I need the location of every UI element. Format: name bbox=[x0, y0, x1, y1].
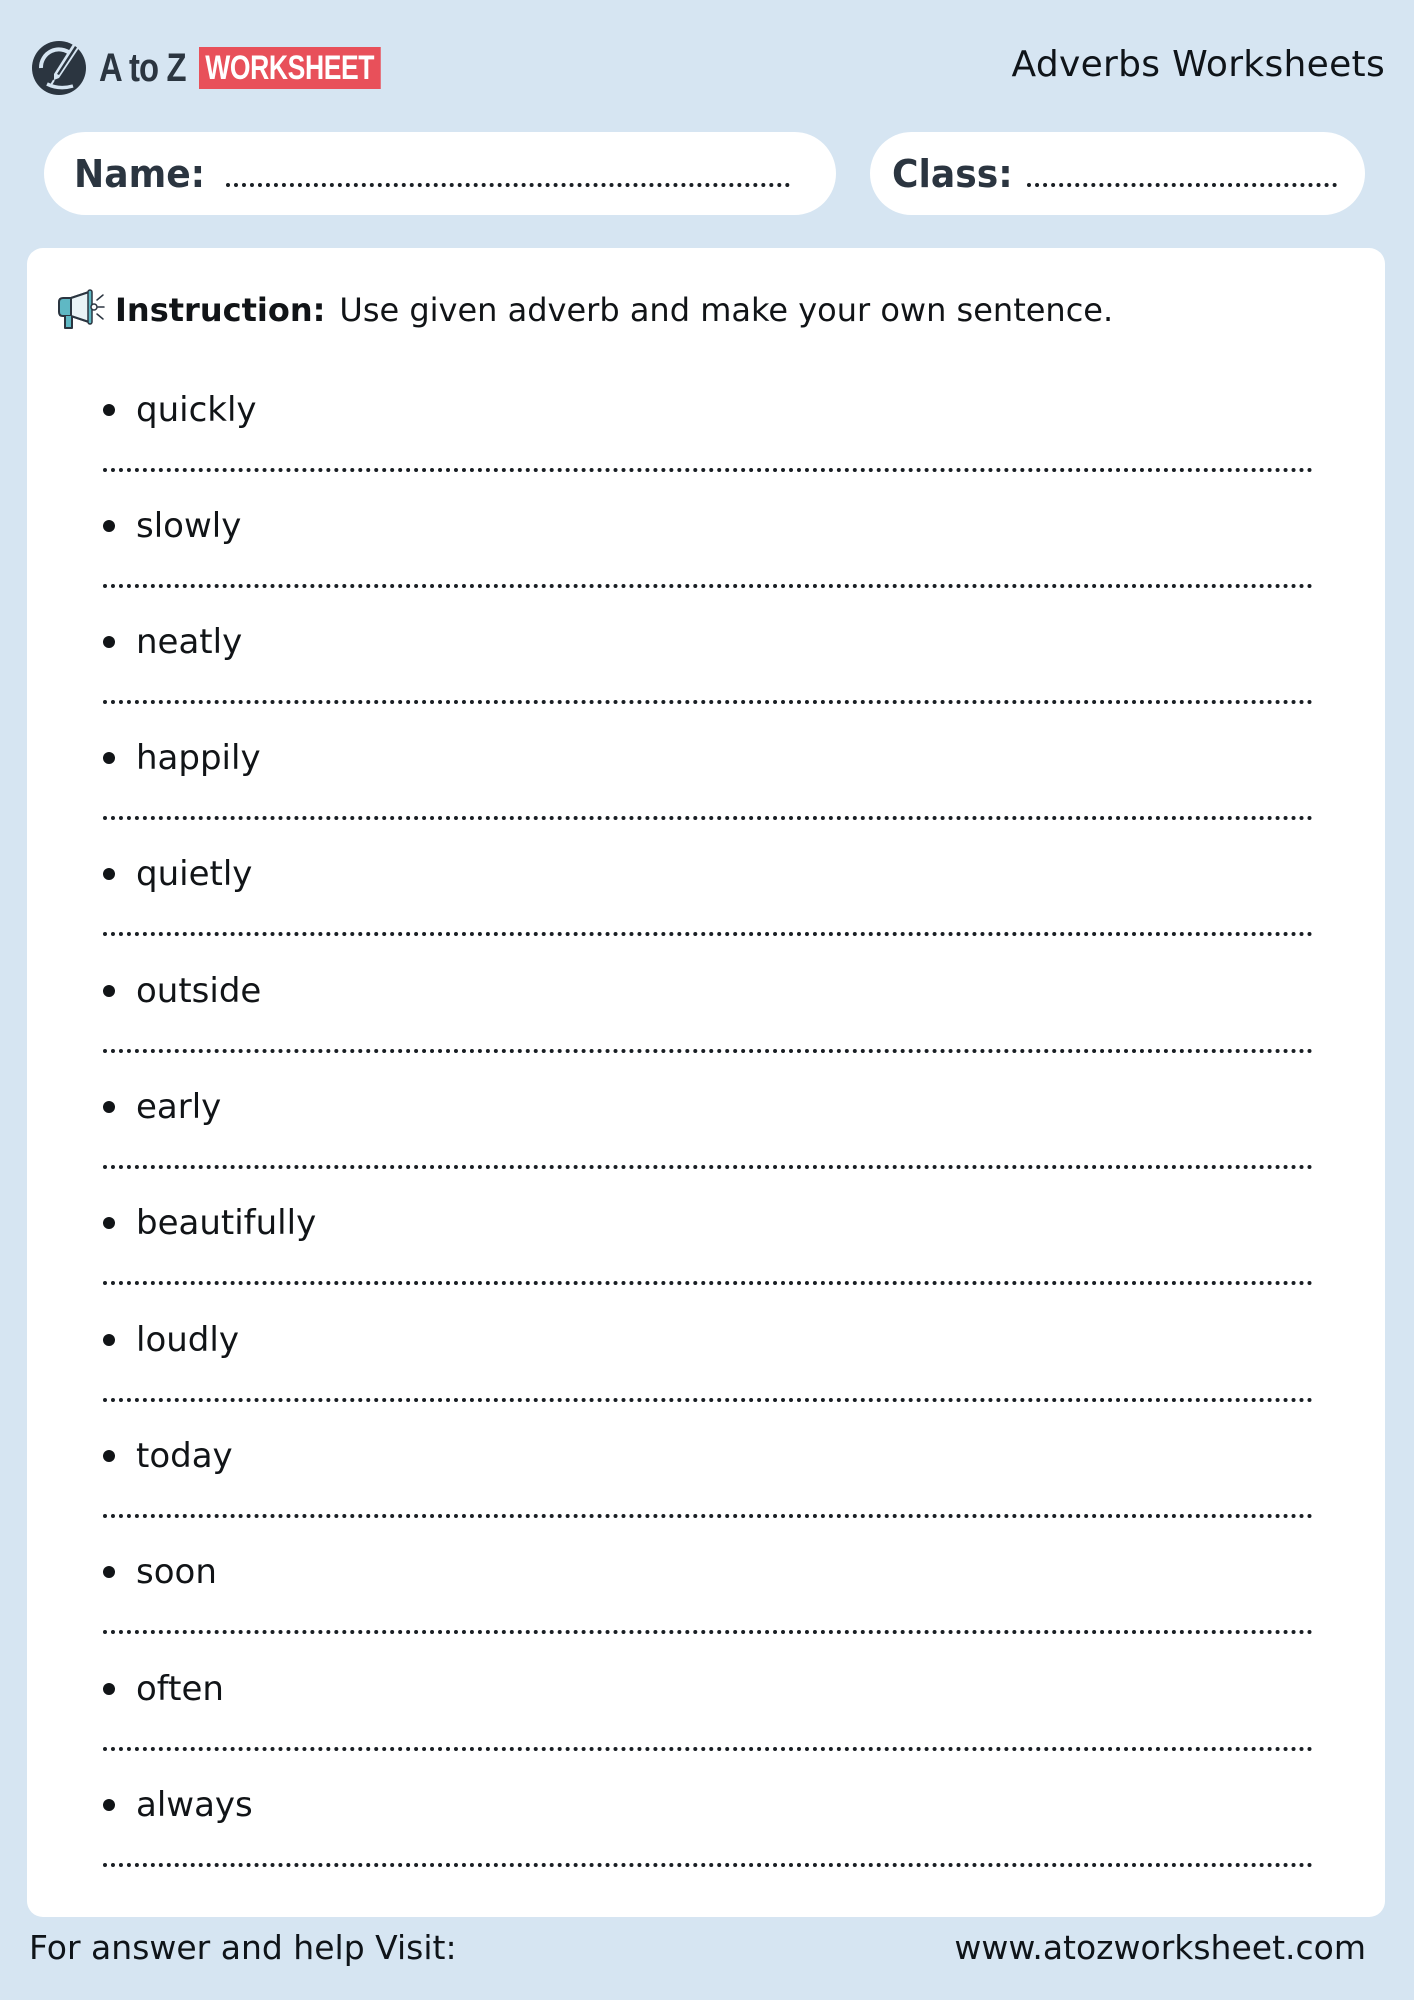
bullet-icon bbox=[103, 1683, 115, 1695]
adverb-word: outside bbox=[136, 971, 262, 1011]
name-input-line[interactable] bbox=[226, 183, 790, 187]
answer-line[interactable] bbox=[103, 1630, 1313, 1634]
answer-line[interactable] bbox=[103, 584, 1313, 588]
answer-line[interactable] bbox=[103, 1398, 1313, 1402]
list-item bbox=[103, 738, 1313, 874]
name-field[interactable] bbox=[44, 132, 836, 215]
answer-line[interactable] bbox=[103, 1747, 1313, 1751]
site-logo[interactable] bbox=[29, 38, 431, 98]
bullet-icon bbox=[103, 1799, 115, 1811]
bullet-icon bbox=[103, 868, 115, 880]
answer-line[interactable] bbox=[103, 816, 1313, 820]
list-item bbox=[103, 1436, 1313, 1572]
adverb-word: happily bbox=[136, 738, 261, 778]
bullet-icon bbox=[103, 1566, 115, 1578]
class-input-line[interactable] bbox=[1027, 183, 1337, 187]
instruction-text: Use given adverb and make your own sentence. bbox=[339, 291, 1114, 329]
logo-text: A to Z bbox=[99, 46, 186, 90]
bullet-icon bbox=[103, 520, 115, 532]
worksheet-panel bbox=[27, 248, 1385, 1917]
adverb-word: today bbox=[136, 1436, 233, 1476]
adverb-word: beautifully bbox=[136, 1203, 317, 1243]
answer-line[interactable] bbox=[103, 1049, 1313, 1053]
adverb-word: always bbox=[136, 1785, 253, 1825]
class-field[interactable] bbox=[870, 132, 1365, 215]
bullet-icon bbox=[103, 985, 115, 997]
answer-line[interactable] bbox=[103, 1281, 1313, 1285]
list-item bbox=[103, 971, 1313, 1107]
adverb-word: soon bbox=[136, 1552, 217, 1592]
bullet-icon bbox=[103, 1334, 115, 1346]
answer-line[interactable] bbox=[103, 932, 1313, 936]
bullet-icon bbox=[103, 1450, 115, 1462]
bullet-icon bbox=[103, 752, 115, 764]
adverb-word: neatly bbox=[136, 622, 243, 662]
list-item bbox=[103, 1552, 1313, 1688]
answer-line[interactable] bbox=[103, 1514, 1313, 1518]
bullet-icon bbox=[103, 404, 115, 416]
megaphone-icon bbox=[55, 288, 105, 332]
bullet-icon bbox=[103, 1217, 115, 1229]
bullet-icon bbox=[103, 1101, 115, 1113]
list-item bbox=[103, 854, 1313, 990]
adverb-word: quietly bbox=[136, 854, 253, 894]
answer-line[interactable] bbox=[103, 700, 1313, 704]
instruction-row bbox=[55, 285, 1113, 335]
bullet-icon bbox=[103, 636, 115, 648]
adverb-word: early bbox=[136, 1087, 222, 1127]
logo-badge: WORKSHEET bbox=[199, 47, 380, 89]
instruction-label: Instruction: bbox=[115, 291, 326, 329]
adverb-word: quickly bbox=[136, 390, 257, 430]
list-item bbox=[103, 622, 1313, 758]
list-item bbox=[103, 1320, 1313, 1456]
answer-line[interactable] bbox=[103, 468, 1313, 472]
pen-nib-circle-icon bbox=[29, 38, 89, 98]
answer-line[interactable] bbox=[103, 1165, 1313, 1169]
footer-help-text: For answer and help Visit: bbox=[29, 1928, 457, 1967]
name-label: Name: bbox=[74, 151, 206, 196]
class-label: Class: bbox=[892, 151, 1013, 196]
list-item bbox=[103, 1785, 1313, 1921]
adverb-word: often bbox=[136, 1669, 224, 1709]
list-item bbox=[103, 1203, 1313, 1339]
adverb-word: slowly bbox=[136, 506, 242, 546]
list-item bbox=[103, 506, 1313, 642]
list-item bbox=[103, 1669, 1313, 1805]
adverb-word: loudly bbox=[136, 1320, 239, 1360]
answer-line[interactable] bbox=[103, 1863, 1313, 1867]
list-item bbox=[103, 390, 1313, 526]
page-title: Adverbs Worksheets bbox=[1011, 44, 1385, 85]
footer-website-link[interactable]: www.atozworksheet.com bbox=[954, 1928, 1366, 1967]
